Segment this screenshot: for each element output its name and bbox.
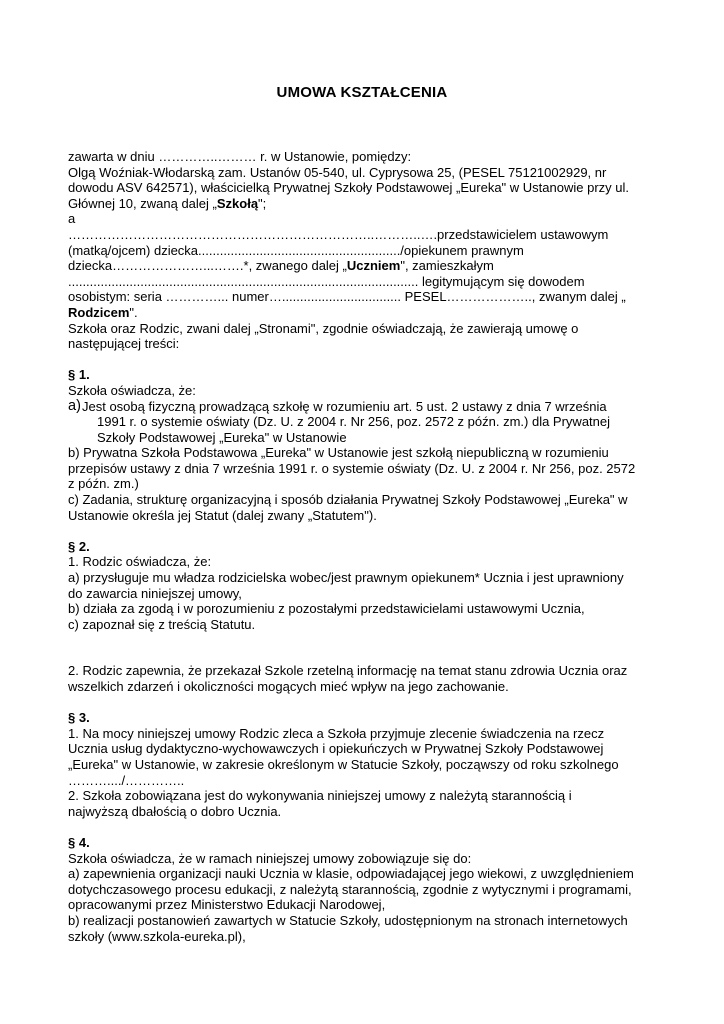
intro-line: Szkoła oraz Rodzic, zwani dalej „Stronami", zgodnie oświadczają, że zawierają umowę o — [68, 320, 579, 336]
list-line: szkoły (www.szkola-eureka.pl), — [68, 928, 246, 944]
intro-text: dziecka…………………...…….*, zwanego dalej „ — [68, 258, 347, 274]
spacer — [68, 352, 668, 368]
list-line: Ustanowie określa jej Statut (dalej zwany „Statutem"). — [68, 507, 377, 523]
spacer — [68, 819, 668, 835]
spacer — [68, 523, 668, 539]
intro-line: a — [68, 211, 76, 227]
document-title: UMOWA KSZTAŁCENIA — [276, 84, 448, 101]
intro-line: zawarta w dniu …………..……… r. w Ustanowie, pomiędzy: — [68, 149, 412, 164]
list-marker: a) — [68, 397, 81, 414]
section-4 — [68, 835, 668, 944]
spacer — [68, 632, 668, 663]
intro-text: ", zamieszkałym — [400, 258, 494, 274]
intro-line: Olgą Woźniak-Włodarską zam. Ustanów 05-540, ul. Cyprysowa 25, (PESEL 75121002929, nr — [68, 164, 607, 180]
intro-line: następującej treści: — [68, 336, 180, 352]
list-item-a: a) przysługuje mu władza rodzicielska wobec/jest prawnym opiekunem* Ucznia i jest uprawniony — [68, 570, 624, 586]
list-item-b: b) Prywatna Szkoła Podstawowa „Eureka" w Ustanowie jest szkołą niepubliczną w rozumieniu — [68, 445, 609, 461]
section-lead: Szkoła oświadcza, że w ramach niniejszej umowy zobowiązuje się do: — [68, 850, 472, 866]
section-heading: § 2. — [68, 538, 90, 554]
intro-line — [68, 305, 668, 321]
section-lead: Szkoła oświadcza, że: — [68, 382, 196, 398]
paragraph: wszelkich zdarzeń i okoliczności mogących mieć wpływ na jego zachowanie. — [68, 679, 509, 694]
section-heading: § 3. — [68, 710, 90, 726]
list-item-b: b) realizacji postanowień zawartych w Statucie Szkoły, udostępnionym na stronach internetowych — [68, 912, 628, 928]
list-line: do zawarcia niniejszej umowy, — [68, 585, 242, 601]
spacer — [68, 695, 668, 711]
paragraph: ………..../………….. — [68, 772, 185, 788]
parent-term: Rodzicem — [68, 304, 130, 320]
paragraph: 2. Szkoła zobowiązana jest do wykonywania niniejszej umowy z należytą starannością i — [68, 788, 572, 804]
list-line: z późn. zm.) — [68, 476, 139, 492]
section-2 — [68, 539, 668, 695]
intro-text: Głównej 10, zwaną dalej „ — [68, 195, 217, 211]
paragraph: Ucznia usług dydaktyczno-wychowawczych i opiekuńczych w Prywatnej Szkoły Podstawowej — [68, 741, 604, 757]
list-line: Jest osobą fizyczną prowadzącą szkołę w rozumieniu art. 5 ust. 2 ustawy z dnia 7 września — [82, 398, 607, 414]
paragraph: najwyższą dbałością o dobro Ucznia. — [68, 803, 282, 819]
intro-line: dowodu ASV 642571), właścicielką Prywatnej Szkoły Podstawowej „Eureka" w Ustanowie przy ul. — [68, 180, 629, 196]
paragraph: 2. Rodzic zapewnia, że przekazał Szkole rzetelną informację na temat stanu zdrowia Ucznia oraz — [68, 663, 628, 679]
list-item-c: c) Zadania, strukturę organizacyjną i sposób działania Prywatnej Szkoły Podstawowej „Eureka" w — [68, 492, 628, 508]
paragraph: 1. Na mocy niniejszej umowy Rodzic zleca a Szkoła przyjmuje zlecenie świadczenia na rzecz — [68, 725, 605, 741]
student-term: Uczniem — [346, 258, 401, 274]
intro-section — [68, 149, 668, 352]
section-3 — [68, 710, 668, 819]
school-term: Szkołą — [216, 195, 259, 211]
section-heading: § 1. — [68, 367, 90, 383]
list-item-text — [82, 399, 668, 446]
section-heading: § 4. — [68, 834, 90, 850]
list-item-c: c) zapoznał się z treścią Statutu. — [68, 616, 256, 632]
list-line: przepisów ustawy z dnia 7 września 1991 r. o systemie oświaty (Dz. U. z 2004 r. Nr 256, poz. 2572 — [68, 460, 636, 476]
list-line: 1991 r. o systemie oświaty (Dz. U. z 2004 r. Nr 256, poz. 2572 z późn. zm.) dla Prywatnej — [97, 414, 611, 430]
intro-line: (matką/ojcem) dziecka......................................................../opiekunem prawnym — [68, 242, 524, 258]
list-line: opracowanymi przez Ministerstwo Edukacji Narodowej, — [68, 897, 386, 913]
section-lead: 1. Rodzic oświadcza, że: — [68, 554, 212, 570]
intro-line: osobistym: seria …………... numer…................................. PESEL……………….., zwanym dalej „ — [68, 289, 626, 305]
list-line: Szkoły Podstawowej „Eureka" w Ustanowie — [97, 429, 347, 445]
list-item-a: a) zapewnienia organizacji nauki Ucznia w klasie, odpowiadającej jego wiekowi, z uwzględnieniem — [68, 866, 634, 882]
intro-text: ". — [129, 304, 138, 320]
paragraph: „Eureka" w Ustanowie, w zakresie określonym w Statucie Szkoły, począwszy od roku szkolnego — [68, 756, 619, 772]
list-item-a — [68, 399, 668, 446]
intro-text: "; — [258, 195, 267, 211]
intro-line — [68, 196, 668, 212]
intro-line: ................................................................................................. legitymującym się dowodem — [68, 273, 585, 289]
list-line: dotychczasowego procesu edukacji, z należytą starannością, zgodnie z wytycznymi i programami, — [68, 881, 632, 897]
intro-line: ……………………………………………………………..………..….przedstawicielem ustawowym — [68, 226, 609, 242]
intro-line — [68, 258, 668, 274]
list-item-b: b) działa za zgodą i w porozumieniu z pozostałymi przedstawicielami ustawowymi Ucznia, — [68, 601, 585, 617]
section-1 — [68, 367, 668, 523]
document-body — [68, 149, 668, 944]
